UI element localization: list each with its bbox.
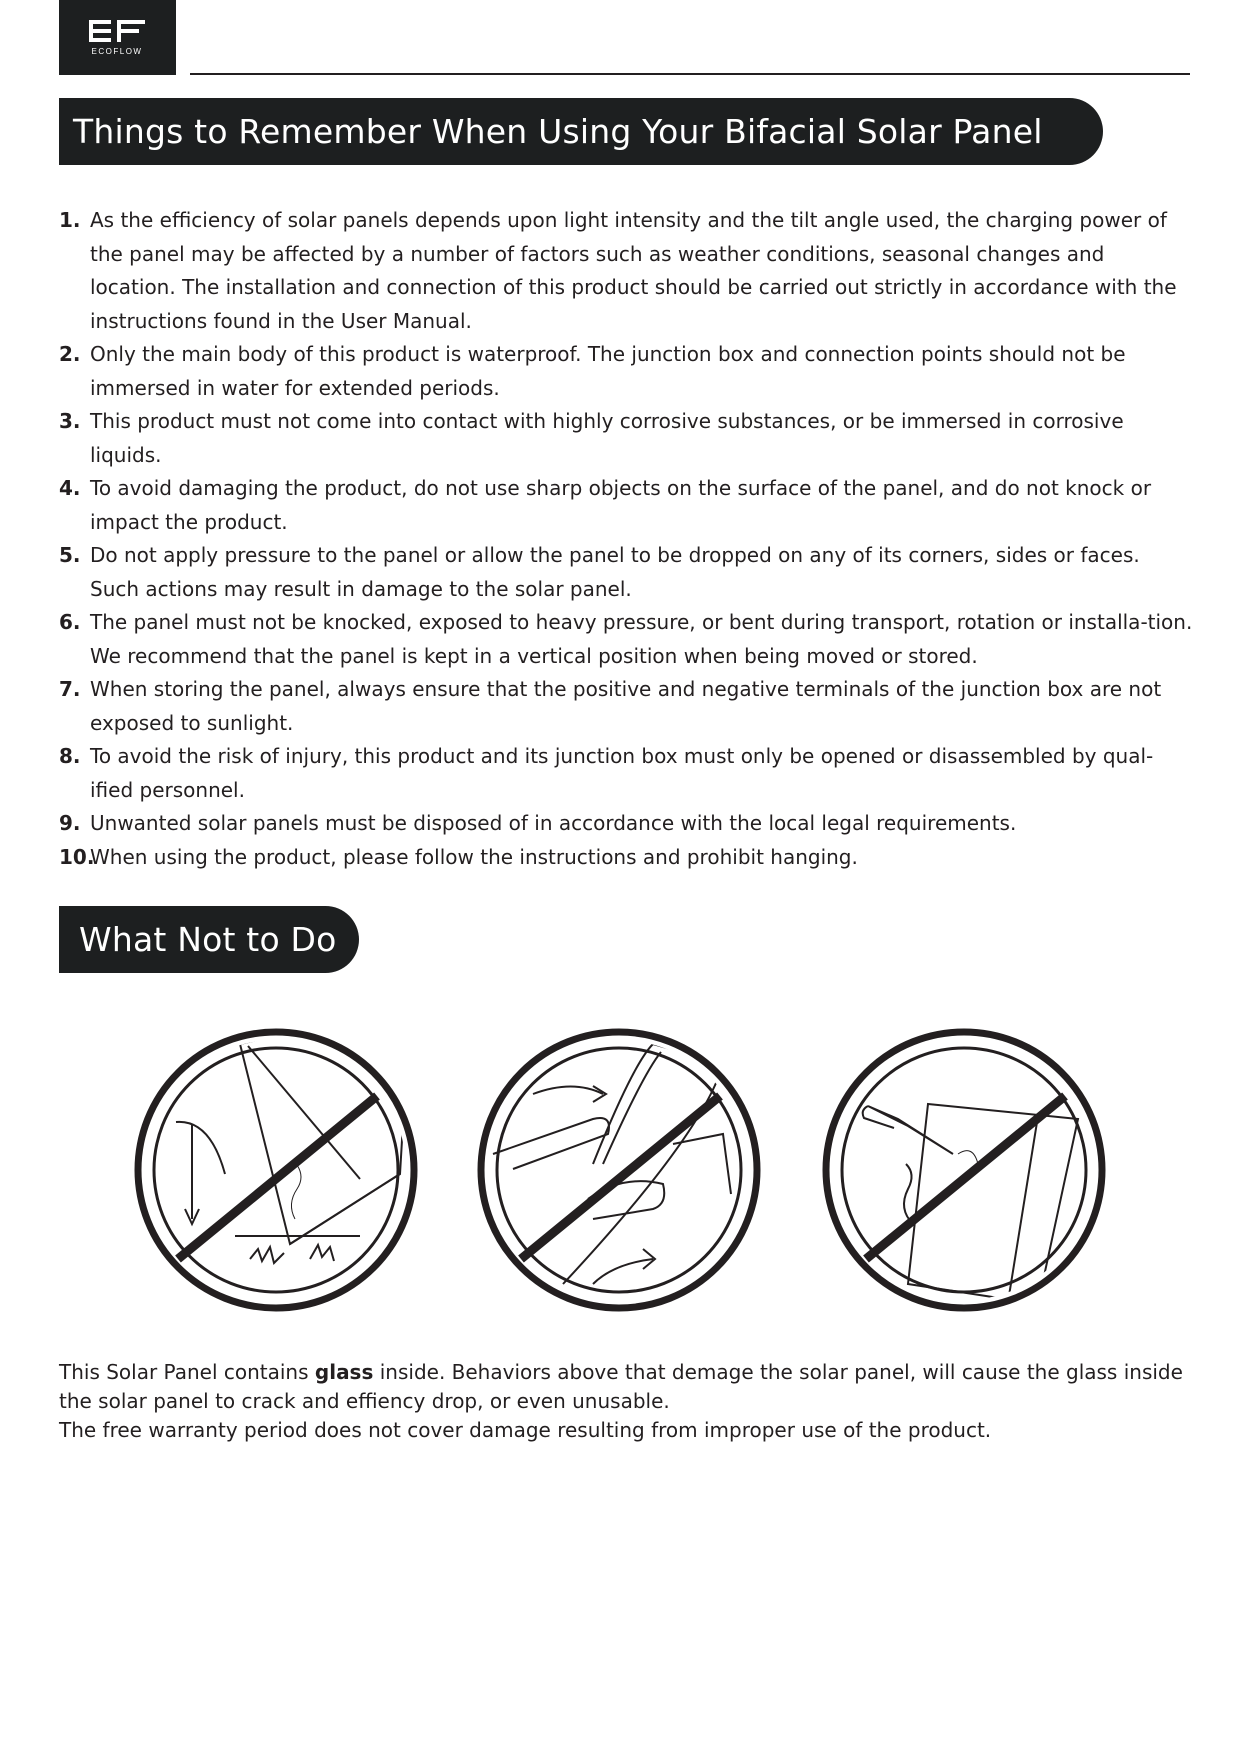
section-title-things-to-remember: Things to Remember When Using Your Bifacial Solar Panel xyxy=(59,98,1103,165)
list-item xyxy=(59,606,1194,673)
item-number: 1. xyxy=(59,208,81,232)
list-item xyxy=(59,204,1194,338)
item-text: To avoid damaging the product, do not use sharp objects on the surface of the panel, and do not knock or impact the product. xyxy=(90,476,1152,534)
glass-warning-text xyxy=(59,1358,1194,1416)
note-post: inside. Behaviors above that demage the solar panel, will cause the glass inside the solar panel to crack and effiency drop, or even unusable. xyxy=(59,1360,1183,1413)
list-item xyxy=(59,740,1194,807)
header-rule xyxy=(190,73,1190,75)
item-number: 4. xyxy=(59,476,81,500)
no-drop-panel-icon xyxy=(130,1024,422,1316)
no-sharp-objects-icon xyxy=(818,1024,1110,1316)
list-item xyxy=(59,807,1194,841)
item-text: This product must not come into contact with highly corrosive substances, or be immersed in corrosive liquids. xyxy=(90,409,1124,467)
note-pre: This Solar Panel contains xyxy=(59,1360,315,1384)
item-text: When using the product, please follow the instructions and prohibit hanging. xyxy=(90,844,858,869)
list-item xyxy=(59,338,1194,405)
list-item xyxy=(59,539,1194,606)
item-text: The panel must not be knocked, exposed to heavy pressure, or bent during transport, rotation or installa-tion. We recommend that the panel is kept in a vertical position when being moved or stored. xyxy=(90,610,1193,668)
note-bold-glass: glass xyxy=(314,1360,374,1384)
no-bend-panel-icon xyxy=(473,1024,765,1316)
section-title-what-not-to-do: What Not to Do xyxy=(59,906,359,973)
glass-warning-note xyxy=(59,1358,1194,1445)
ecoflow-logo xyxy=(59,0,176,75)
item-text: When storing the panel, always ensure that the positive and negative terminals of the junction box are not exposed to sunlight. xyxy=(90,677,1162,735)
item-number: 6. xyxy=(59,610,81,634)
list-item xyxy=(59,841,1194,875)
item-number: 3. xyxy=(59,409,81,433)
item-number: 7. xyxy=(59,677,81,701)
item-text: To avoid the risk of injury, this product and its junction box must only be opened or disassembled by qual-ified personnel. xyxy=(90,744,1154,802)
item-text: Only the main body of this product is waterproof. The junction box and connection points should not be immersed in water for extended periods. xyxy=(90,342,1126,400)
item-number: 9. xyxy=(59,811,81,835)
item-text: Do not apply pressure to the panel or allow the panel to be dropped on any of its corners, sides or faces. Such actions may result in damage to the solar panel. xyxy=(90,543,1140,601)
warranty-text: The free warranty period does not cover damage resulting from improper use of the product. xyxy=(59,1418,992,1442)
item-number: 5. xyxy=(59,543,81,567)
list-item xyxy=(59,472,1194,539)
logo-text: ECOFLOW xyxy=(91,47,143,56)
list-item xyxy=(59,673,1194,740)
item-number: 2. xyxy=(59,342,81,366)
item-text: As the efficiency of solar panels depends upon light intensity and the tilt angle used, the charging power of the panel may be affected by a number of factors such as weather conditions, seasonal changes and location. The installation and connection of this product should be carried out strictly in accordance with the instructions found in the User Manual. xyxy=(90,208,1177,333)
item-number: 8. xyxy=(59,744,81,768)
item-number: 10. xyxy=(59,844,95,869)
prohibition-illustrations xyxy=(130,1024,1110,1324)
rules-list xyxy=(59,204,1194,874)
list-item xyxy=(59,405,1194,472)
item-text: Unwanted solar panels must be disposed of in accordance with the local legal requirements. xyxy=(90,811,1017,835)
